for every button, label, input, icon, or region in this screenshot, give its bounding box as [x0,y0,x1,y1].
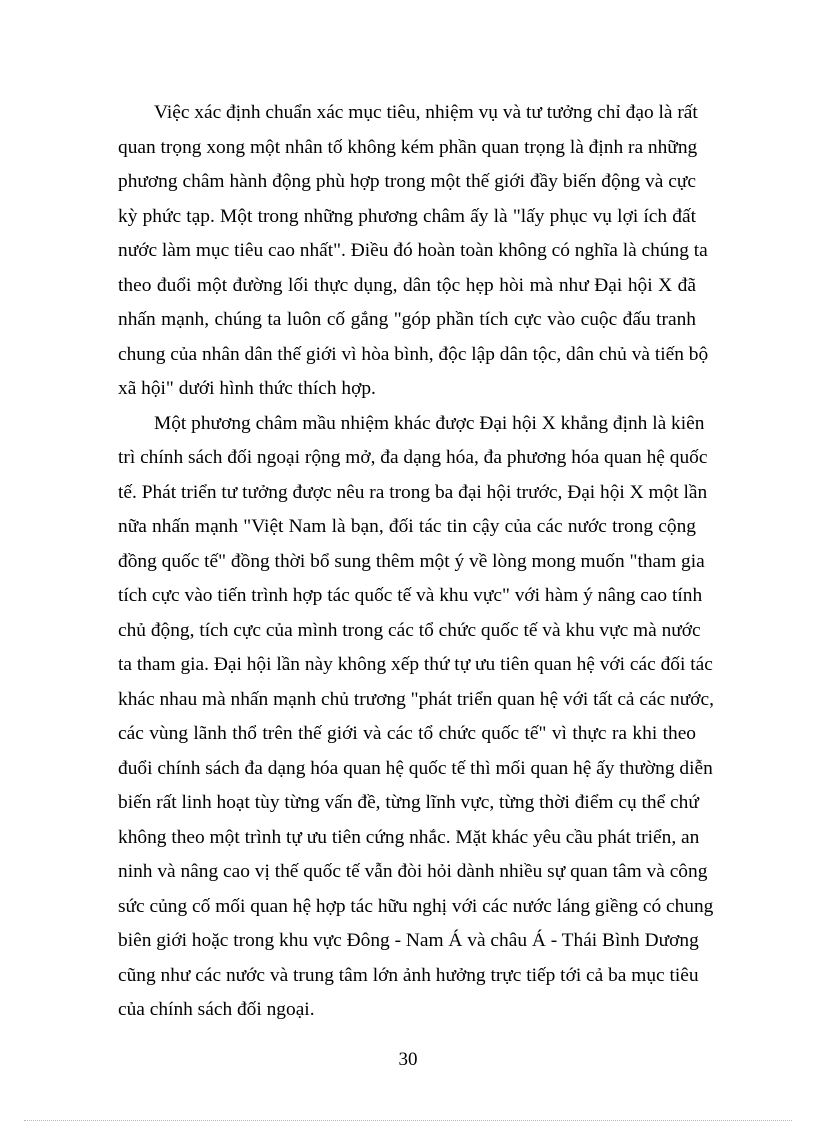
text-line: nước làm mục tiêu cao nhất". Điều đó hoàn toàn không có nghĩa là chúng ta [118,240,708,261]
text-line: nhấn mạnh, chúng ta luôn cố gắng "góp phần tích cực vào cuộc đấu tranh [118,309,696,330]
text-line: các vùng lãnh thổ trên thế giới và các tổ chức quốc tế" vì thực ra khi theo [118,723,696,744]
text-line: sức củng cố mối quan hệ hợp tác hữu nghị với các nước láng giềng có chung [118,895,714,917]
page-number: 30 [398,1049,418,1070]
text-line: chủ động, tích cực của mình trong các tổ chức quốc tế và khu vực mà nước [118,619,701,641]
text-line: cũng như các nước và trung tâm lớn ảnh hưởng trực tiếp tới cả ba mục tiêu [118,964,699,986]
text-line: không theo một trình tự ưu tiên cứng nhắc. Mặt khác yêu cầu phát triển, an [118,826,700,848]
text-line: kỳ phức tạp. Một trong những phương châm ấy là "lấy phục vụ lợi ích đất [118,205,696,227]
text-line: của chính sách đối ngoại. [118,999,315,1020]
paragraph-2 [118,407,714,1028]
text-line: đuổi chính sách đa dạng hóa quan hệ quốc tế thì mối quan hệ ấy thường diễn [118,757,713,779]
text-line: chung của nhân dân thế giới vì hòa bình, độc lập dân tộc, dân chủ và tiến bộ [118,343,709,365]
text-line: tế. Phát triển tư tưởng được nêu ra trong ba đại hội trước, Đại hội X một lần [118,481,708,503]
page-bottom-divider [24,1120,792,1121]
text-line: theo đuổi một đường lối thực dụng, dân tộc hẹp hòi mà như Đại hội X đã [118,274,696,296]
text-line: biến rất linh hoạt tùy từng vấn đề, từng lĩnh vực, từng thời điểm cụ thể chứ [118,792,699,813]
text-line: tích cực vào tiến trình hợp tác quốc tế và khu vực" với hàm ý nâng cao tính [118,585,703,606]
text-line: nữa nhấn mạnh "Việt Nam là bạn, đối tác tin cậy của các nước trong cộng [118,516,696,537]
text-line: ninh và nâng cao vị thế quốc tế vẫn đòi hỏi dành nhiều sự quan tâm và công [118,861,708,882]
text-line: Việc xác định chuẩn xác mục tiêu, nhiệm vụ và tư tưởng chỉ đạo là rất [154,102,698,123]
text-line: xã hội" dưới hình thức thích hợp. [118,378,376,399]
text-line: ta tham gia. Đại hội lần này không xếp thứ tự ưu tiên quan hệ với các đối tác [118,654,713,675]
text-line: phương châm hành động phù hợp trong một thế giới đầy biến động và cực [118,171,696,192]
text-line: trì chính sách đối ngoại rộng mở, đa dạng hóa, đa phương hóa quan hệ quốc [118,447,708,468]
paragraph-1 [118,96,709,407]
text-line: biên giới hoặc trong khu vực Đông - Nam Á và châu Á - Thái Bình Dương [118,930,699,951]
text-line: đồng quốc tế" đồng thời bổ sung thêm một ý về lòng mong muốn "tham gia [118,550,705,572]
body-text [118,96,714,1028]
text-line: Một phương châm mầu nhiệm khác được Đại hội X khẳng định là kiên [154,412,705,434]
text-line: quan trọng xong một nhân tố không kém phần quan trọng là định ra những [118,136,698,158]
text-line: khác nhau mà nhấn mạnh chủ trương "phát triển quan hệ với tất cả các nước, [118,688,714,710]
